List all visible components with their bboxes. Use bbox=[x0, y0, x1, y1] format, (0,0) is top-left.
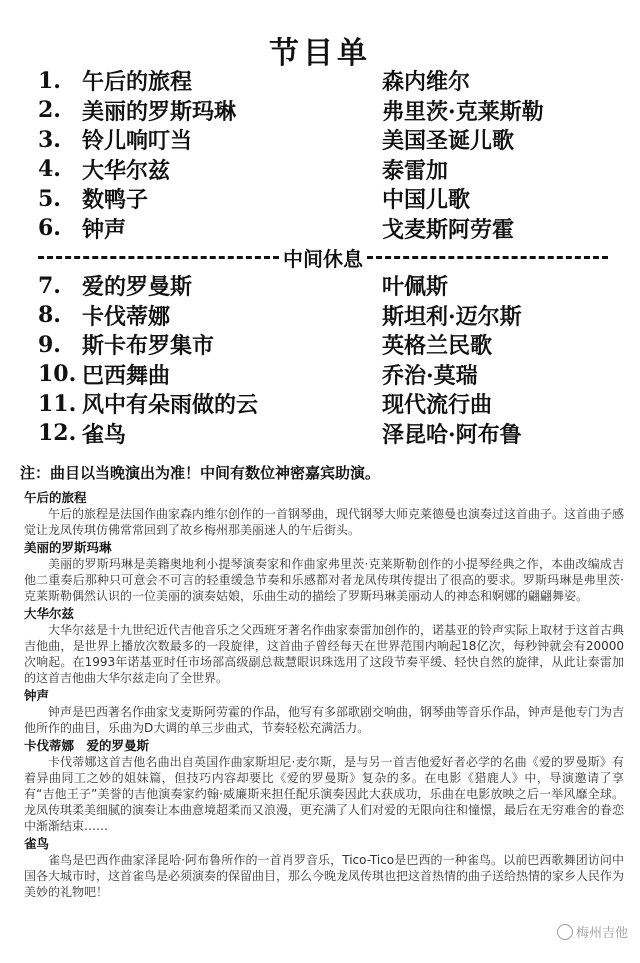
item-number: 3. bbox=[38, 126, 61, 153]
item-title: 数鸭子 bbox=[82, 187, 149, 214]
item-composer: 英格兰民歌 bbox=[382, 333, 493, 360]
intermission-label: 中间休息 bbox=[283, 246, 363, 271]
dashed-line bbox=[367, 256, 608, 259]
note-body: 午后的旅程是法国作曲家森内维尔创作的一首钢琴曲，现代钢琴大师克莱德曼也演奏过这首曲子。这首曲子感觉让龙凤传琪仿佛常常回到了故乡梅州那美丽迷人的午后街头。 bbox=[24, 507, 625, 537]
item-number: 12. bbox=[38, 420, 77, 447]
item-title: 巴西舞曲 bbox=[82, 362, 171, 389]
program-item bbox=[38, 360, 608, 390]
item-composer: 泰雷加 bbox=[382, 157, 449, 184]
note-body: 雀鸟是巴西作曲家泽昆哈·阿布鲁所作的一首肖罗音乐，Tico-Tico是巴西的一种雀鸟。以前巴西歌舞团访问中国各大城市时，这首雀鸟是必须演奏的保留曲目，那么今晚龙凤传琪也把这首热情的曲子送给热情的家乡人民作为美妙的礼物吧！ bbox=[24, 853, 625, 899]
program-list-part1 bbox=[38, 66, 608, 243]
note-heading: 午后的旅程 bbox=[24, 490, 87, 505]
program-item bbox=[38, 389, 608, 419]
item-title: 大华尔兹 bbox=[82, 157, 171, 184]
item-number: 2. bbox=[38, 97, 61, 124]
item-title: 斯卡布罗集市 bbox=[82, 333, 215, 360]
item-composer: 斯坦利·迈尔斯 bbox=[382, 303, 522, 330]
item-composer: 泽昆哈·阿布鲁 bbox=[382, 421, 522, 448]
item-title: 爱的罗曼斯 bbox=[82, 274, 193, 301]
item-number: 11. bbox=[38, 390, 77, 417]
item-number: 1. bbox=[38, 67, 61, 94]
note-heading: 钟声 bbox=[24, 688, 50, 703]
item-title: 卡伐蒂娜 bbox=[82, 303, 171, 330]
program-item bbox=[38, 155, 608, 185]
item-number: 10. bbox=[38, 361, 77, 388]
item-number: 7. bbox=[38, 272, 61, 299]
item-composer: 美国圣诞儿歌 bbox=[382, 128, 515, 155]
program-item bbox=[38, 330, 608, 360]
note-heading: 雀鸟 bbox=[24, 836, 50, 851]
program-item bbox=[38, 96, 608, 126]
watermark bbox=[557, 922, 628, 941]
program-item bbox=[38, 66, 608, 96]
item-title: 风中有朵雨做的云 bbox=[82, 392, 259, 419]
program-list-part2 bbox=[38, 271, 608, 448]
dashed-line bbox=[38, 256, 279, 259]
item-number: 5. bbox=[38, 185, 61, 212]
program-item bbox=[38, 184, 608, 214]
program-item bbox=[38, 214, 608, 244]
note-heading: 大华尔兹 bbox=[24, 606, 75, 621]
item-composer: 森内维尔 bbox=[382, 69, 471, 96]
piece-notes bbox=[24, 488, 624, 902]
program-note: 注：曲目以当晚演出为准！中间有数位神密嘉宾助演。 bbox=[20, 464, 381, 482]
item-number: 8. bbox=[38, 302, 61, 329]
item-title: 铃儿响叮当 bbox=[82, 128, 193, 155]
note-body: 卡伐蒂娜这首吉他名曲出自英国作曲家斯坦尼·麦尔斯，是与另一首吉他爱好者必学的名曲《爱的罗曼斯》有着异曲同工之妙的姐妹篇，但技巧内容却要比《爱的罗曼斯》复杂的多。在电影《猎鹿人》中，导演邀请了享有“吉他王子”美誉的吉他演奏家约翰·威廉斯来担任配乐演奏因此大获成功，乐曲在电影放映之后一举风靡全球。龙凤传琪柔美细腻的演奏让本曲意境超柔而又浪漫，更充满了人们对爱的无限向往和憧憬，最后在无穷难舍的眷恋中渐渐结束…… bbox=[24, 755, 625, 833]
program-item bbox=[38, 125, 608, 155]
item-number: 4. bbox=[38, 156, 61, 183]
note-heading: 美丽的罗斯玛琳 bbox=[24, 540, 112, 555]
note-body: 钟声是巴西著名作曲家戈麦斯阿劳霍的作品，他写有多部歌剧交响曲，钢琴曲等音乐作品，钟声是他专门为吉他所作的曲目，乐曲为D大调的单三步曲式，节奏轻松充满活力。 bbox=[24, 705, 625, 735]
item-title: 午后的旅程 bbox=[82, 69, 193, 96]
item-composer: 戈麦斯阿劳霍 bbox=[382, 216, 515, 243]
program-item bbox=[38, 271, 608, 301]
program-item bbox=[38, 419, 608, 449]
program-item bbox=[38, 301, 608, 331]
item-composer: 乔治·莫瑞 bbox=[382, 362, 478, 389]
item-composer: 叶佩斯 bbox=[382, 274, 449, 301]
item-number: 9. bbox=[38, 331, 61, 358]
item-composer: 弗里茨·克莱斯勒 bbox=[382, 98, 544, 125]
wechat-icon bbox=[557, 924, 573, 940]
page-title: 节目单 bbox=[269, 36, 371, 71]
item-title: 钟声 bbox=[82, 216, 127, 243]
watermark-text: 梅州吉他 bbox=[575, 926, 628, 941]
item-title: 雀鸟 bbox=[82, 421, 127, 448]
note-body: 美丽的罗斯玛琳是美籍奥地利小提琴演奏家和作曲家弗里茨·克莱斯勒创作的小提琴经典之作，本曲改编成吉他二重奏后那种只可意会不可言的轻重缓急节奏和乐感都对者龙凤传琪传提出了很高的要求。罗斯玛琳是弗里茨·克莱斯勒偶然认识的一位美丽的演奏姑娘，乐曲生动的描绘了罗斯玛琳美丽动人的神态和婀娜的翩翩舞姿。 bbox=[24, 557, 624, 603]
item-number: 6. bbox=[38, 215, 61, 242]
item-title: 美丽的罗斯玛琳 bbox=[82, 98, 237, 125]
item-composer: 中国儿歌 bbox=[382, 187, 471, 214]
note-body: 大华尔兹是十九世纪近代吉他音乐之父西班牙著名作曲家泰雷加创作的，诺基亚的铃声实际上取材于这首古典吉他曲，是世界上播放次数最多的一段旋律，这首曲子曾经每天在世界范围内响起18亿次，每秒钟就会有20000次响起。在1993年诺基亚时任市场部高级副总裁慧眼识珠选用了这段节奏平缓、轻快自然的旋律，从此让泰雷加的这首吉他曲大华尔兹走向了全世界。 bbox=[24, 623, 625, 685]
intermission-divider bbox=[38, 245, 608, 269]
item-composer: 现代流行曲 bbox=[382, 392, 493, 419]
note-heading: 卡伐蒂娜 爱的罗曼斯 bbox=[24, 738, 150, 753]
